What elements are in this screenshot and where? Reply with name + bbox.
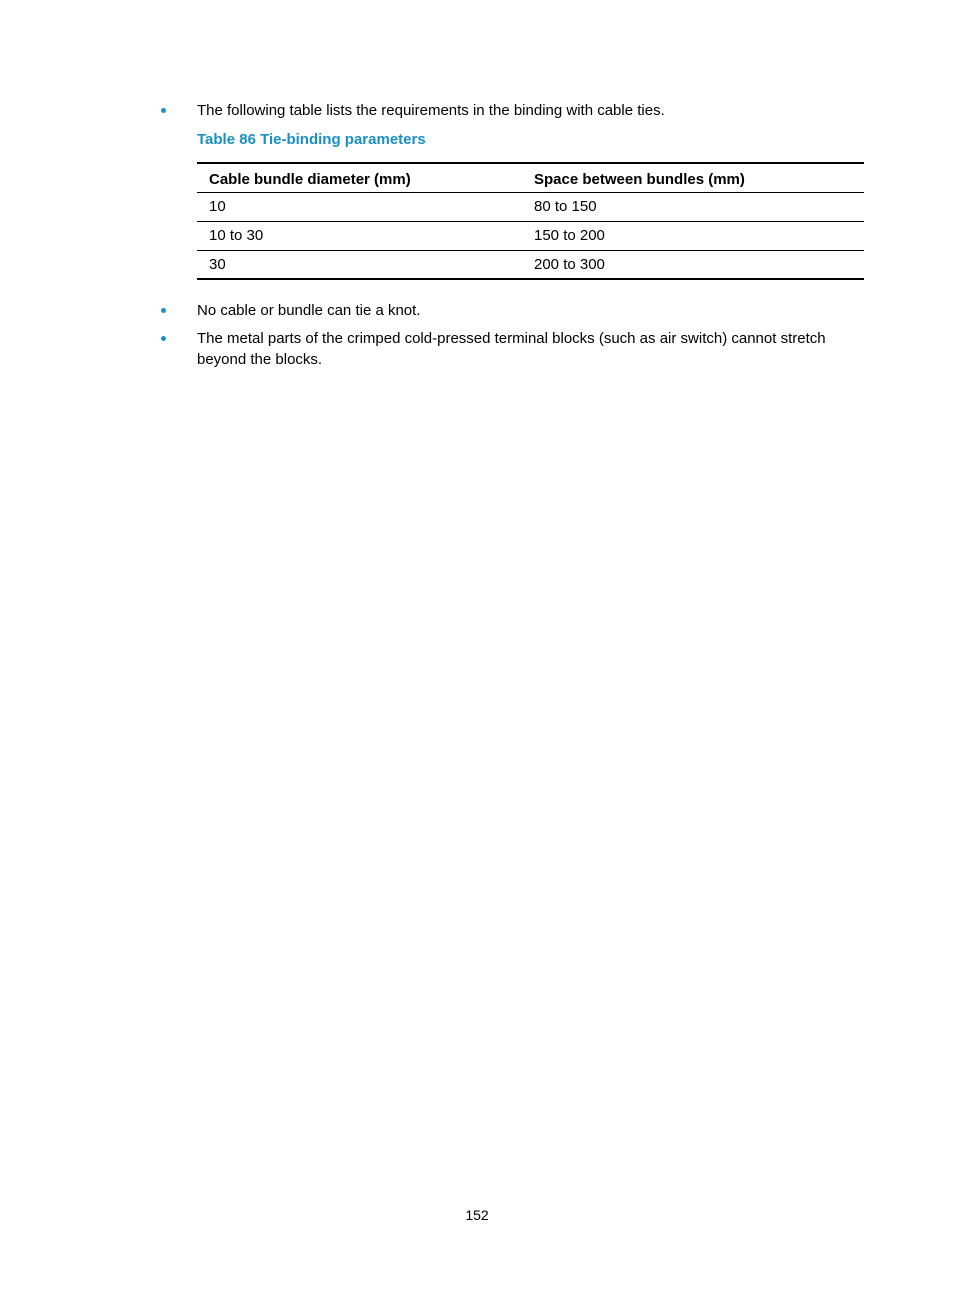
tie-binding-table bbox=[197, 162, 864, 280]
bullet-item bbox=[161, 300, 851, 321]
table-caption: Table 86 Tie-binding parameters bbox=[197, 131, 426, 148]
table-cell: 80 to 150 bbox=[522, 192, 864, 221]
bullet-icon bbox=[161, 308, 166, 313]
bullet-text: The metal parts of the crimped cold-pressed terminal blocks (such as air switch) cannot stretch beyond the blocks. bbox=[197, 330, 826, 368]
table-cell: 150 to 200 bbox=[522, 221, 864, 250]
table-row bbox=[197, 221, 864, 250]
table-row bbox=[197, 250, 864, 279]
table-row bbox=[197, 192, 864, 221]
column-header: Space between bundles (mm) bbox=[522, 163, 864, 192]
column-header: Cable bundle diameter (mm) bbox=[197, 163, 522, 192]
bullet-text: The following table lists the requirements in the binding with cable ties. bbox=[197, 102, 665, 119]
bullet-icon bbox=[161, 336, 166, 341]
table-cell: 30 bbox=[197, 250, 522, 279]
table-header-row bbox=[197, 163, 864, 192]
table-cell: 10 bbox=[197, 192, 522, 221]
table-cell: 200 to 300 bbox=[522, 250, 864, 279]
table-cell: 10 to 30 bbox=[197, 221, 522, 250]
bullet-item bbox=[161, 328, 851, 370]
bullet-icon bbox=[161, 108, 166, 113]
bullet-text: No cable or bundle can tie a knot. bbox=[197, 302, 421, 319]
page-number: 152 bbox=[465, 1207, 489, 1223]
bullet-item bbox=[161, 100, 851, 121]
